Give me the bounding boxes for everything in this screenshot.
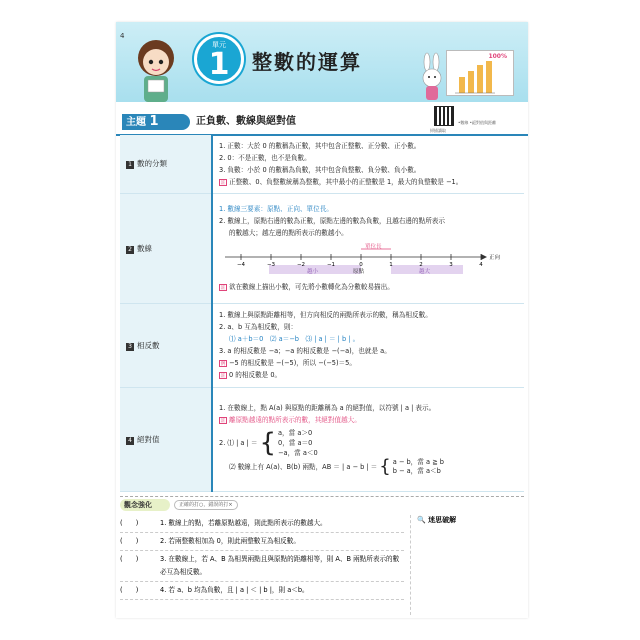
unit-header [116,22,528,102]
practice-text: 3. 在數線上，若 A、B 為相異兩點且與原點的距離相等，則 A、B 兩點所表示的數必互為相反數。 [160,555,400,576]
tick-label: 4 [479,262,483,268]
text-line: 3. a 的相反數是 −a；−a 的相反數是 −(−a)，也就是 a。 [219,347,391,355]
score-chart-card [446,50,514,96]
topic-bar [122,114,422,130]
text-line: 2. ⑴ | a | ＝ [219,439,258,447]
section-heading [120,135,212,193]
smaller-label: 越小 [307,269,319,275]
section-name: 數的分類 [137,159,167,169]
section-number: 4 [126,437,134,445]
qr-code[interactable] [434,106,454,126]
text-line: 1. 數線三要素：原點、正向、單位長。 [219,205,333,213]
practice-tag: 觀念強化 [120,499,170,511]
practice-item [120,533,404,551]
section-name: 數線 [137,243,152,253]
note-icon: 例 [220,361,226,367]
tick-label: 2 [419,262,423,268]
tick-label: −1 [326,262,336,268]
tick-label: 3 [449,262,453,268]
tick-label: 1 [389,262,393,268]
practice-list [120,515,404,600]
magnifier-icon: 🔍 [417,516,426,524]
tick-label: −2 [296,262,306,268]
section-body [212,135,524,193]
unit-length-label: 單位長 [365,244,382,250]
section-number: 2 [126,246,134,254]
qr-note: •數線 •絕對值與距離 [458,120,496,125]
unit-number: 1 [208,47,230,82]
case-line: a，當 a＞0 [278,429,313,437]
section-name: 相反數 [137,340,160,350]
note-text: −5 的相反數是 −(−5)，所以 −(−5)＝5。 [229,359,356,367]
case-list [393,458,444,476]
practice-text: 2. 若兩整數相加為 0，則此兩整數互為相反數。 [160,537,300,545]
practice-item [120,515,404,533]
section-row [120,193,524,303]
answer-blank[interactable]: ( ) [120,519,139,527]
text-line: ⑵ 數線上有 A(a)、B(b) 兩點，AB ＝ | a − b | ＝ [229,463,378,471]
direction-label: 正向 [489,255,501,261]
text-line: 1. 數線上與原點距離相等，但方向相反的兩點所表示的數，稱為相反數。 [219,311,432,319]
note-line [219,357,518,369]
content-table [120,135,524,492]
page-number: 4 [120,32,125,40]
note-icon: 註 [220,179,226,186]
origin-label: 原點 [353,269,365,275]
section-body [212,387,524,491]
case-list [278,428,318,458]
section-number: 3 [126,343,134,351]
mislead-panel [410,515,524,615]
qr-label: 掃描讀取 [430,128,446,133]
text-line: 1. 正數：大於 0 的數稱為正數，其中包含正整數、正分數、正小數。 [219,141,421,150]
number-line-diagram [219,241,518,279]
answer-blank[interactable]: ( ) [120,586,139,594]
section-heading [120,193,212,303]
abs-definition [219,428,518,458]
answer-blank[interactable]: ( ) [120,537,139,545]
note-line [219,176,518,188]
note-icon: 註 [220,285,226,291]
section-name: 絕對值 [137,434,160,444]
text-line: 2. 0：不是正數，也不是負數。 [219,153,311,162]
bunny-mascot-illustration [414,52,450,102]
practice-hint: 正確的打○，錯誤的打× [174,500,238,510]
topic-number: 1 [149,114,159,129]
answer-blank[interactable]: ( ) [120,555,139,563]
section-body [212,193,524,303]
unit-title: 整數的運算 [252,50,362,74]
note-text: 欲在數線上描出小數，可先將小數轉化為分數較易描出。 [229,283,394,291]
section-row [120,303,524,387]
topic-tag [122,114,190,130]
text-line: 2. a、b 互為相反數，則： [219,323,298,331]
text-line: 2. 數線上，原點右邊的數為正數，原點左邊的數為負數，且越右邊的點所表示 [219,217,445,225]
topic-tag-label: 主題 [126,117,146,128]
textbook-page [116,22,528,618]
text-line: ⑴ a＋b＝0 ⑵ a＝−b ⑶ | a | ＝ | b | 。 [229,335,360,343]
case-line: a − b，當 a ≧ b [392,458,444,466]
unit-label: 單元 [212,41,226,49]
note-icon: 註 [220,373,226,379]
section-number: 1 [126,161,134,169]
section-body [212,303,524,387]
practice-text: 1. 數線上的點，若離原點越遠，則此點所表示的數越大。 [160,519,327,527]
tick-label: −3 [266,262,276,268]
distance-definition [219,458,518,476]
topic-title: 正負數、數線與絕對值 [196,116,296,127]
case-line: −a，當 a＜0 [278,449,318,457]
text-line: 1. 在數線上，點 A(a) 與原點的距離稱為 a 的絕對值，以符號 | a | 表示。 [219,404,436,412]
unit-badge [194,34,244,84]
case-line: b − a，當 a＜b [392,467,441,475]
case-line: 0，當 a＝0 [278,439,313,447]
note-line [219,369,518,381]
practice-text: 4. 若 a、b 均為負數，且 | a | ＜ | b |，則 a＜b。 [160,586,309,594]
tick-label: 0 [359,262,363,268]
tick-label: −4 [236,262,246,268]
practice-item [120,582,404,600]
note-line [219,281,518,293]
section-heading [120,303,212,387]
note-line [219,414,518,426]
bar-chart-icon [447,51,515,97]
mislead-title: 迷思破解 [428,516,457,524]
larger-label: 越大 [419,269,431,275]
brace-symbol: { [259,428,276,458]
section-row [120,387,524,491]
practice-item [120,551,404,582]
brace-symbol: { [379,456,391,477]
section-heading [120,387,212,491]
practice-section [120,496,524,616]
section-row [120,135,524,193]
text-line: 的數越大；越左邊的點所表示的數越小。 [229,229,348,237]
note-icon: 註 [220,418,226,424]
note-text: 正整數、0、負整數統稱為整數，其中最小的正整數是 1，最大的負整數是 −1。 [229,177,463,186]
girl-mascot-illustration [126,32,186,112]
note-text: 0 的相反數是 0。 [229,371,282,379]
text-line: 3. 負數：小於 0 的數稱為負數，其中包含負整數、負分數、負小數。 [219,165,421,174]
score-value: 100% [488,53,507,60]
note-text: 離原點越遠的點所表示的數，其絕對值越大。 [229,416,361,424]
